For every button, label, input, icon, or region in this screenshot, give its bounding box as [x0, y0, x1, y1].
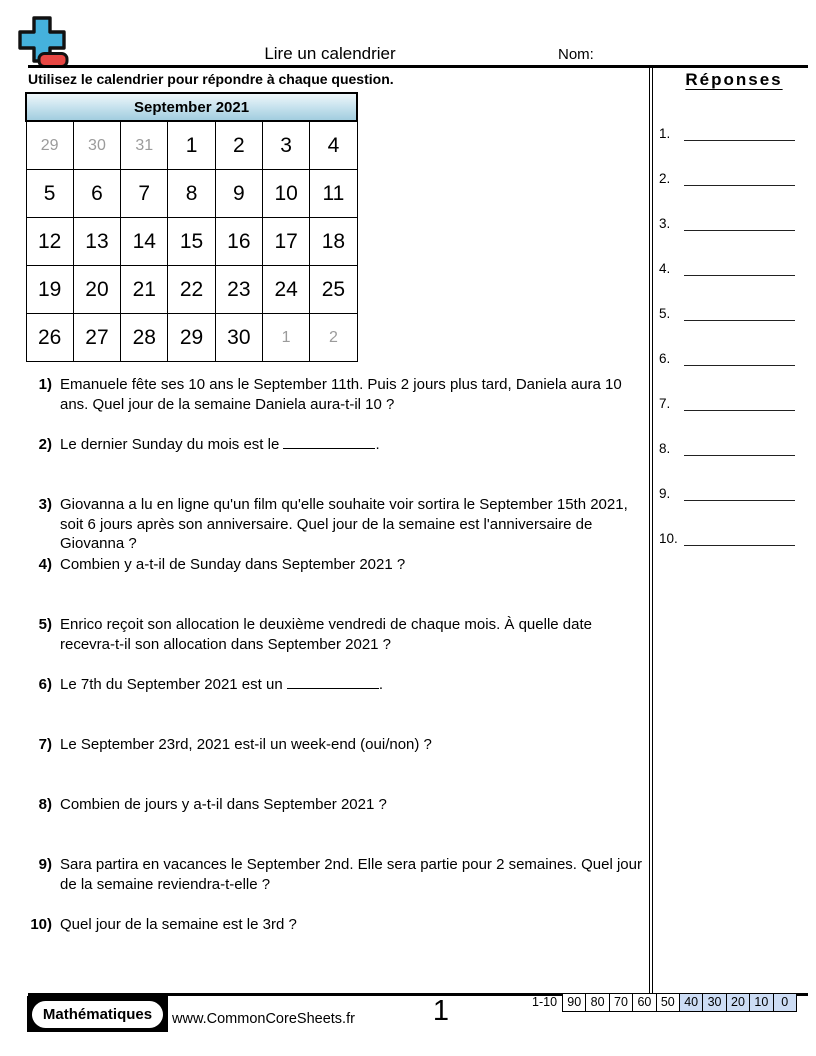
calendar-day: 30 [73, 121, 120, 170]
subject-badge-label: Mathématiques [32, 1001, 163, 1028]
question-1 [25, 375, 643, 414]
answer-number: 10. [659, 531, 678, 546]
question-number: 2) [38, 436, 52, 453]
question-number: 4) [38, 556, 52, 573]
score-cell-70: 70 [609, 994, 632, 1011]
calendar-day: 11 [310, 170, 357, 218]
calendar-day: 28 [121, 314, 168, 362]
answer-number: 5. [659, 306, 671, 321]
score-table [562, 993, 797, 1012]
answer-blank-line[interactable] [684, 440, 795, 456]
calendar-day: 1 [168, 121, 215, 170]
calendar-day: 19 [26, 266, 73, 314]
calendar-day: 15 [168, 218, 215, 266]
grading-scale [532, 993, 797, 1012]
grading-range-label: 1-10 [532, 995, 558, 1010]
score-cell-40: 40 [679, 994, 702, 1011]
question-2 [25, 435, 643, 455]
question-3 [25, 495, 643, 554]
answers-title: Réponses [685, 70, 783, 89]
question-text: Le 7th du September 2021 est un . [60, 676, 384, 693]
answer-row-1 [659, 124, 795, 141]
calendar-day: 30 [215, 314, 262, 362]
answer-blank-line[interactable] [684, 305, 795, 321]
answer-blank-line[interactable] [684, 395, 795, 411]
answer-number: 2. [659, 171, 671, 186]
calendar-day: 29 [168, 314, 215, 362]
website-text: www.CommonCoreSheets.fr [172, 1011, 355, 1027]
page-number: 1 [432, 995, 450, 1027]
calendar-week [26, 314, 357, 362]
question-text: Quel jour de la semaine est le 3rd ? [60, 916, 297, 933]
answer-number: 1. [659, 126, 671, 141]
calendar-month-title: September 2021 [26, 93, 357, 121]
calendar-day: 5 [26, 170, 73, 218]
score-cell-0: 0 [773, 994, 796, 1011]
answer-number: 3. [659, 216, 671, 231]
calendar-day: 9 [215, 170, 262, 218]
calendar-day: 20 [73, 266, 120, 314]
header-divider-line [28, 65, 808, 68]
calendar-day: 22 [168, 266, 215, 314]
instruction-text: Utilisez le calendrier pour répondre à chaque question. [28, 71, 394, 87]
answer-number: 6. [659, 351, 671, 366]
calendar-day: 14 [121, 218, 168, 266]
calendar-day: 13 [73, 218, 120, 266]
answer-number: 9. [659, 486, 671, 501]
answer-row-8 [659, 439, 795, 456]
calendar-day: 18 [310, 218, 357, 266]
calendar-day: 4 [310, 121, 357, 170]
score-cell-30: 30 [702, 994, 725, 1011]
question-number: 10) [30, 916, 52, 933]
answer-blank-line[interactable] [684, 485, 795, 501]
score-cell-60: 60 [632, 994, 655, 1011]
question-text: Sara partira en vacances le September 2nd. Elle sera partie pour 2 semaines. Quel jour de la semaine reviendra-t-elle ? [60, 856, 642, 893]
calendar-day: 21 [121, 266, 168, 314]
question-number: 5) [38, 616, 52, 633]
question-text: Giovanna a lu en ligne qu'un film qu'elle souhaite voir sortira le September 15th 2021, soit 6 jours après son anniversaire. Quel jour de la semaine est l'anniversaire de Giovanna ? [60, 496, 628, 552]
question-5 [25, 615, 643, 654]
subject-badge [27, 996, 168, 1032]
answer-blank-line[interactable] [684, 125, 795, 141]
answer-number: 4. [659, 261, 671, 276]
calendar-body [26, 121, 357, 362]
calendar-week [26, 170, 357, 218]
question-text: Enrico reçoit son allocation le deuxième vendredi de chaque mois. À quelle date recevra-t-il son allocation dans September 2021 ? [60, 616, 592, 653]
answer-row-5 [659, 304, 795, 321]
calendar-day: 16 [215, 218, 262, 266]
calendar-day: 25 [310, 266, 357, 314]
answer-row-10 [659, 529, 795, 546]
answer-blank-line[interactable] [684, 530, 795, 546]
score-cell-90: 90 [563, 994, 585, 1011]
calendar-day: 24 [262, 266, 309, 314]
name-label: Nom: [558, 46, 594, 63]
question-6 [25, 675, 643, 695]
calendar-week [26, 121, 357, 170]
answer-blank-line[interactable] [684, 215, 795, 231]
inline-answer-blank[interactable] [283, 435, 375, 449]
question-8 [25, 795, 643, 815]
answer-row-7 [659, 394, 795, 411]
question-4 [25, 555, 643, 575]
calendar-day: 17 [262, 218, 309, 266]
score-cell-20: 20 [726, 994, 749, 1011]
calendar-week [26, 218, 357, 266]
calendar-day: 2 [310, 314, 357, 362]
calendar-day: 10 [262, 170, 309, 218]
answer-blank-line[interactable] [684, 260, 795, 276]
answer-row-4 [659, 259, 795, 276]
question-number: 6) [38, 676, 52, 693]
question-text: Le dernier Sunday du mois est le . [60, 436, 380, 453]
page-title: Lire un calendrier [264, 44, 396, 63]
score-cell-80: 80 [585, 994, 608, 1011]
score-cell-10: 10 [749, 994, 772, 1011]
calendar [25, 92, 358, 362]
question-10 [25, 915, 643, 935]
calendar-day: 2 [215, 121, 262, 170]
answers-divider-line [649, 65, 653, 995]
calendar-day: 1 [262, 314, 309, 362]
calendar-day: 7 [121, 170, 168, 218]
calendar-day: 29 [26, 121, 73, 170]
inline-answer-blank[interactable] [287, 675, 379, 689]
calendar-day: 23 [215, 266, 262, 314]
answer-row-3 [659, 214, 795, 231]
calendar-week [26, 266, 357, 314]
calendar-day: 3 [262, 121, 309, 170]
question-number: 9) [38, 856, 52, 873]
answer-number: 8. [659, 441, 671, 456]
question-text: Combien de jours y a-t-il dans September 2021 ? [60, 796, 387, 813]
question-text: Emanuele fête ses 10 ans le September 11th. Puis 2 jours plus tard, Daniela aura 10 ans. Quel jour de la semaine Daniela aura-t-il 10 ? [60, 376, 622, 413]
answer-blank-line[interactable] [684, 350, 795, 366]
question-number: 8) [38, 796, 52, 813]
answer-blank-line[interactable] [684, 170, 795, 186]
calendar-day: 27 [73, 314, 120, 362]
calendar-day: 26 [26, 314, 73, 362]
calendar-day: 31 [121, 121, 168, 170]
question-7 [25, 735, 643, 755]
question-text: Le September 23rd, 2021 est-il un week-end (oui/non) ? [60, 736, 432, 753]
answer-row-9 [659, 484, 795, 501]
question-number: 3) [38, 496, 52, 513]
calendar-day: 6 [73, 170, 120, 218]
answer-row-6 [659, 349, 795, 366]
score-cell-50: 50 [656, 994, 679, 1011]
calendar-day: 8 [168, 170, 215, 218]
question-text: Combien y a-t-il de Sunday dans September 2021 ? [60, 556, 406, 573]
calendar-day: 12 [26, 218, 73, 266]
answer-row-2 [659, 169, 795, 186]
answer-number: 7. [659, 396, 671, 411]
question-9 [25, 855, 643, 894]
question-number: 1) [38, 376, 52, 393]
question-number: 7) [38, 736, 52, 753]
